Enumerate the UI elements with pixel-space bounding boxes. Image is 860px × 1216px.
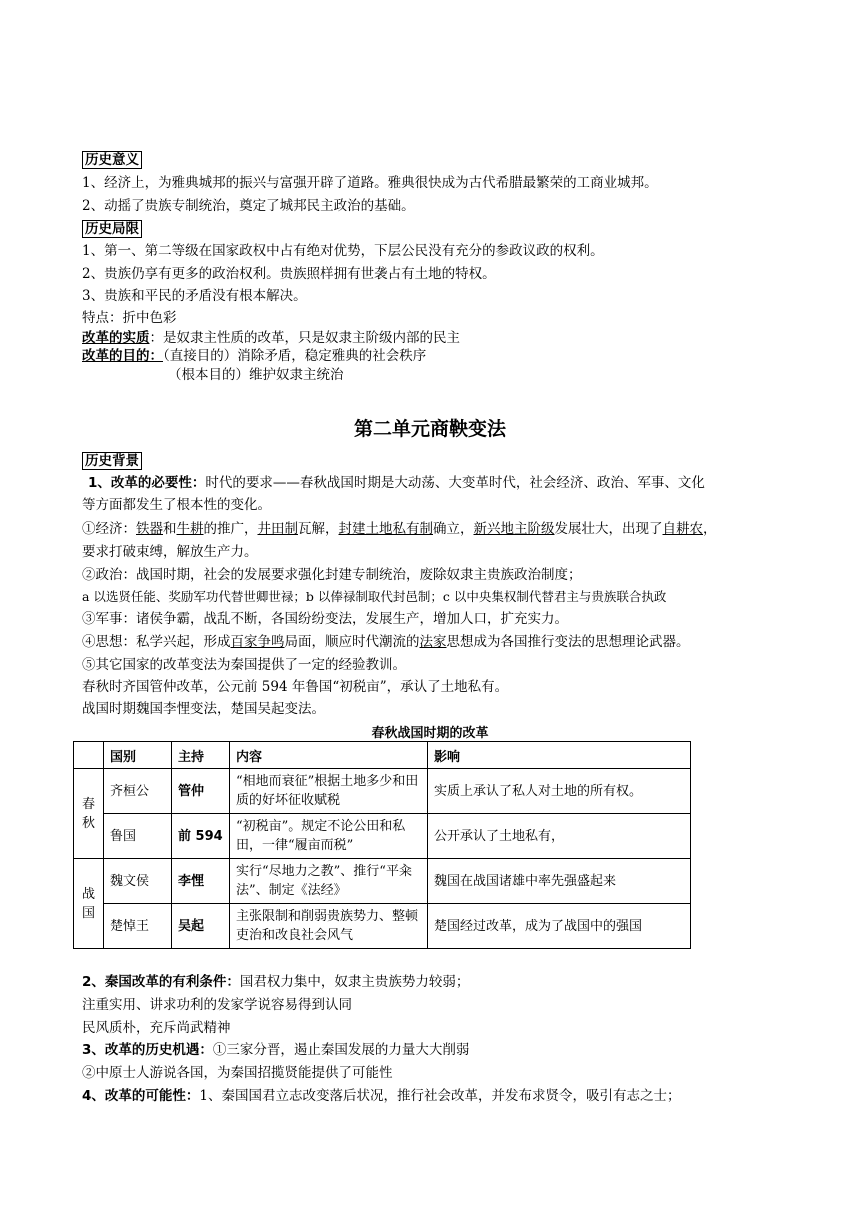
well-field: 井田制 — [257, 521, 298, 537]
possibility-line: 4、改革的可能性：1、秦国国君立志改变落后状况，推行社会改革，并发布求贤令，吸引有志之士； — [82, 1088, 681, 1104]
reform-table — [73, 741, 691, 949]
impact-cell: 公开承认了土地私有， — [428, 814, 691, 859]
politics-line: ②政治：战国时期，社会的发展要求强化封建专制统治，废除奴隶主贵族政治制度； — [82, 567, 582, 583]
thought-line: ④思想：私学兴起，形成百家争鸣局面，顺应时代潮流的法家思想成为各国推行变法的思想理论武器。 — [82, 634, 690, 650]
table-row — [74, 904, 691, 949]
significance-heading: 历史意义 — [82, 150, 142, 170]
feature-line: 特点：折中色彩 — [82, 310, 177, 326]
iron-tools: 铁器 — [136, 521, 163, 537]
essence-line — [82, 328, 460, 348]
table-caption: 春秋战国时期的改革 — [371, 726, 489, 741]
landlord-class: 新兴地主阶级 — [473, 521, 555, 537]
politics-sub-line: a 以选贤任能、奖励军功代替世卿世禄；b 以俸禄制取代封邑制；c 以中央集权制代替君主与贵族联合执政 — [82, 589, 667, 604]
purpose-label: 改革的目的： — [82, 348, 163, 364]
table-header: 国别 — [104, 742, 172, 769]
country-cell: 齐桓公 — [104, 769, 172, 814]
conditions-line: 2、秦国改革的有利条件：国君权力集中，奴隶主贵族势力较弱； — [82, 974, 470, 990]
zhanguo-note: 战国时期魏国李悝变法，楚国吴起变法。 — [82, 701, 325, 717]
land-ownership: 封建土地私有制 — [338, 521, 433, 537]
table-header: 内容 — [230, 742, 428, 769]
significance-line: 2、动摇了贵族专制统治，奠定了城邦民主政治的基础。 — [82, 198, 415, 214]
conditions-line-3: 民风质朴，充斥尚武精神 — [82, 1020, 231, 1036]
opportunity-line-2: ②中原士人游说各国，为秦国招揽贤能提供了可能性 — [82, 1065, 393, 1081]
host-cell: 吴起 — [172, 904, 230, 949]
essence-label: 改革的实质 — [82, 330, 150, 346]
others-line: ⑤其它国家的改革变法为秦国提供了一定的经验教训。 — [82, 657, 406, 673]
host-cell: 前 594 — [172, 814, 230, 859]
impact-cell: 实质上承认了私人对土地的所有权。 — [428, 769, 691, 814]
country-cell: 魏文侯 — [104, 859, 172, 904]
conditions-line-2: 注重实用、讲求功利的发家学说容易得到认同 — [82, 997, 352, 1013]
host-cell: 李悝 — [172, 859, 230, 904]
chunqiu-note: 春秋时齐国管仲改革，公元前 594 年鲁国“初税亩”，承认了土地私有。 — [82, 679, 509, 695]
significance-line: 1、经济上，为雅典城邦的振兴与富强开辟了道路。雅典很快成为古代希腊最繁荣的工商业城邦。 — [82, 175, 658, 191]
conditions-label: 2、秦国改革的有利条件： — [82, 974, 240, 990]
ox-plough: 牛耕 — [176, 521, 204, 537]
legalist: 法家 — [419, 634, 447, 650]
era-cell: 战 国 — [74, 859, 104, 949]
limits-line: 3、贵族和平民的矛盾没有根本解决。 — [82, 288, 307, 304]
hundred-schools: 百家争鸣 — [230, 634, 285, 650]
purpose-line — [82, 346, 426, 366]
limits-line: 1、第一、第二等级在国家政权中占有绝对优势，下层公民没有充分的参政议政的权利。 — [82, 243, 604, 259]
purpose-root: （根本目的）维护奴隶主统治 — [168, 367, 344, 383]
content-cell: “初税亩”。规定不论公田和私田，一律“履亩而税” — [230, 814, 428, 859]
essence-text: ：是奴隶主性质的改革，只是奴隶主阶级内部的民主 — [149, 330, 460, 346]
economy-line-2: 要求打破束缚，解放生产力。 — [82, 544, 258, 560]
military-line: ③军事：诸侯争霸，战乱不断，各国纷纷变法，发展生产，增加人口，扩充实力。 — [82, 611, 568, 627]
purpose-direct: （直接目的）消除矛盾，稳定雅典的社会秩序 — [163, 348, 427, 364]
possibility-label: 4、改革的可能性： — [82, 1088, 200, 1104]
table-row — [74, 769, 691, 814]
content-cell: “相地而衰征”根据土地多少和田质的好坏征收赋税 — [230, 769, 428, 814]
table-header — [74, 742, 104, 769]
necessity-line-2: 等方面都发生了根本性的变化。 — [82, 497, 271, 513]
opportunity-line: 3、改革的历史机遇：①三家分晋，遏止秦国发展的力量大大削弱 — [82, 1042, 470, 1058]
necessity-text: 时代的要求——春秋战国时期是大动荡、大变革时代，社会经济、政治、军事、文化 — [205, 475, 705, 491]
economy-line: ①经济：铁器和牛耕的推广，井田制瓦解，封建土地私有制确立，新兴地主阶级发展壮大，出现了自耕农， — [82, 521, 717, 537]
table-header: 主持 — [172, 742, 230, 769]
table-row — [74, 859, 691, 904]
impact-cell: 楚国经过改革，成为了战国中的强国 — [428, 904, 691, 949]
host-cell: 管仲 — [172, 769, 230, 814]
table-row — [74, 814, 691, 859]
table-header: 影响 — [428, 742, 691, 769]
limits-heading: 历史局限 — [82, 219, 142, 239]
table-header-row — [74, 742, 691, 769]
limits-line: 2、贵族仍享有更多的政治权利。贵族照样拥有世袭占有土地的特权。 — [82, 266, 496, 282]
era-cell: 春 秋 — [74, 769, 104, 859]
necessity-label: 1、改革的必要性： — [88, 475, 206, 491]
content-cell: 实行“尽地力之教”、推行“平籴法”、制定《法经》 — [230, 859, 428, 904]
background-heading: 历史背景 — [82, 451, 142, 471]
country-cell: 鲁国 — [104, 814, 172, 859]
impact-cell: 魏国在战国诸雄中率先强盛起来 — [428, 859, 691, 904]
unit-title: 第二单元商鞅变法 — [353, 418, 506, 440]
necessity-line — [88, 473, 705, 493]
self-farmer: 自耕农 — [662, 521, 703, 537]
opportunity-label: 3、改革的历史机遇： — [82, 1042, 213, 1058]
country-cell: 楚悼王 — [104, 904, 172, 949]
content-cell: 主张限制和削弱贵族势力、整顿吏治和改良社会风气 — [230, 904, 428, 949]
